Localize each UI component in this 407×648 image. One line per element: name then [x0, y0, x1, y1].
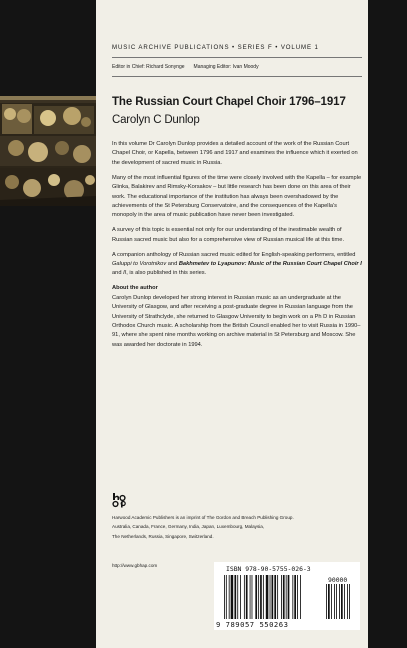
- icon-painting-image: [0, 96, 96, 206]
- isbn-number: ISBN 978-90-5755-026-3: [226, 565, 311, 573]
- barcode-bar: [226, 575, 227, 619]
- barcode-bar: [283, 575, 285, 619]
- paragraph-3: A survey of this topic is essential not only for our understanding of the inestimable wealth of Russian sacred music but also for a comprehensive view of Russian musical life at this time.: [112, 227, 345, 243]
- barcode-bar: [263, 575, 264, 619]
- addon-bar: [336, 584, 337, 619]
- barcode-bar: [288, 575, 290, 619]
- barcode-bar: [281, 575, 282, 619]
- about-author-heading: About the author: [112, 285, 158, 292]
- publisher-line-1: Harwood Academic Publishers is an imprint of The Gordon and Breach Publishing Group.: [112, 515, 294, 520]
- barcode-bar: [234, 575, 236, 619]
- barcode-bar: [224, 575, 225, 619]
- publisher-info: [112, 513, 362, 541]
- barcode-bar: [258, 575, 259, 619]
- barcode-bar: [240, 575, 241, 619]
- barcode-bar: [237, 575, 238, 619]
- barcode-bar: [270, 575, 271, 619]
- barcode-bar: [229, 575, 230, 619]
- icon-artwork: [0, 96, 96, 206]
- paragraph-2: Many of the most influential figures of the time were closely involved with the Kapella – for example Glinka, Balakirev and Rimsky-Korsakov – but little research has been done on this area of their work. The educational importance of the institution has always been overshadowed by the achievements of the St Petersburg Conservatoire, and the consequences of the Kapella’s monopoly in the area of music publication have never been investigated.: [112, 174, 362, 219]
- barcode-bar: [260, 575, 262, 619]
- barcode-bar: [255, 575, 257, 619]
- publisher-line-2: Australia, Canada, France, Germany, India, Japan, Luxembourg, Malaysia,: [112, 524, 265, 530]
- addon-bar: [347, 584, 348, 619]
- editors-divider: [112, 76, 362, 77]
- about-author-text: Carolyn Dunlop developed her strong interest in Russian music as an undergraduate at the University of Glasgow, and after receiving a post-graduate degree in Russian language from the University of Strathclyde, she returned to Glasgow University to begin work on a Ph D in Russian Orthodox Church music. A scholarship from the British Council enabled her to visit Russia in 1990–91, where she spent nine months working on archive material in St Petersburg and Moscow. She was awarded her doctorate in 1994.: [112, 294, 361, 348]
- publisher-line-3: The Netherlands, Russia, Singapore, Switzerland.: [112, 533, 214, 539]
- barcode-bar: [266, 575, 269, 619]
- barcode-bar: [246, 575, 248, 619]
- barcode-digits: 9 789057 550263: [216, 620, 289, 629]
- companion-title-2: Bakhmetev to Lyapunov: Music of the Russian Court Chapel Choir I: [178, 260, 362, 267]
- publisher-url[interactable]: http://www.gbhap.com: [112, 563, 158, 568]
- price-addon-digits: 90000: [328, 576, 348, 584]
- editors-line: [112, 64, 259, 70]
- paragraph-1: In this volume Dr Carolyn Dunlop provides a detailed account of the work of the Russian Court Chapel Choir, or Kapella, between 1796 and 1917 and examines the influence which it exerted on the development of sacred music in Russia.: [112, 141, 358, 166]
- paragraph-4-end: , is also published in this series.: [126, 270, 207, 277]
- barcode-bar: [244, 575, 245, 619]
- paragraph-4-and: and: [166, 260, 179, 267]
- harwood-academic-logo-icon: [112, 492, 126, 508]
- addon-bar: [331, 584, 332, 619]
- barcode-bar: [297, 575, 298, 619]
- barcode-bar: [300, 575, 301, 619]
- addon-bar: [341, 584, 343, 619]
- book-author: Carolyn C Dunlop: [112, 114, 200, 126]
- addon-bar: [349, 584, 350, 619]
- top-divider: [112, 57, 362, 58]
- addon-bar: [344, 584, 345, 619]
- companion-title-2-volume: II: [123, 270, 127, 277]
- barcode-bar: [272, 575, 274, 619]
- paragraph-4-intro: A companion anthology of Russian sacred music edited for English-speaking performers, entitled: [112, 251, 356, 258]
- addon-bar: [334, 584, 335, 619]
- barcode-bar: [277, 575, 278, 619]
- book-title: The Russian Court Chapel Choir 1796–1917: [112, 96, 346, 108]
- addon-bar: [339, 584, 340, 619]
- managing-editor: Managing Editor: Ivan Moody: [193, 64, 259, 70]
- publisher-logo-graphic: [112, 492, 126, 508]
- barcode-bar: [292, 575, 293, 619]
- addon-bar: [328, 584, 330, 619]
- paragraph-4-and-2: and: [112, 270, 124, 277]
- barcode-bar: [231, 575, 234, 619]
- barcode-bar: [286, 575, 287, 619]
- paragraph-4: [112, 251, 362, 279]
- description-body: [112, 140, 362, 356]
- barcode-bar: [294, 575, 296, 619]
- barcode-bar: [252, 575, 253, 619]
- companion-title-1: Galuppi to Vorotnikov: [112, 260, 167, 267]
- series-line: MUSIC ARCHIVE PUBLICATIONS • SERIES F • VOLUME 1: [112, 44, 319, 51]
- addon-bar: [326, 584, 327, 619]
- barcode-bar: [274, 575, 276, 619]
- editor-in-chief: Editor in Chief: Richard Sonynge: [112, 64, 185, 70]
- barcode-bar: [250, 575, 251, 619]
